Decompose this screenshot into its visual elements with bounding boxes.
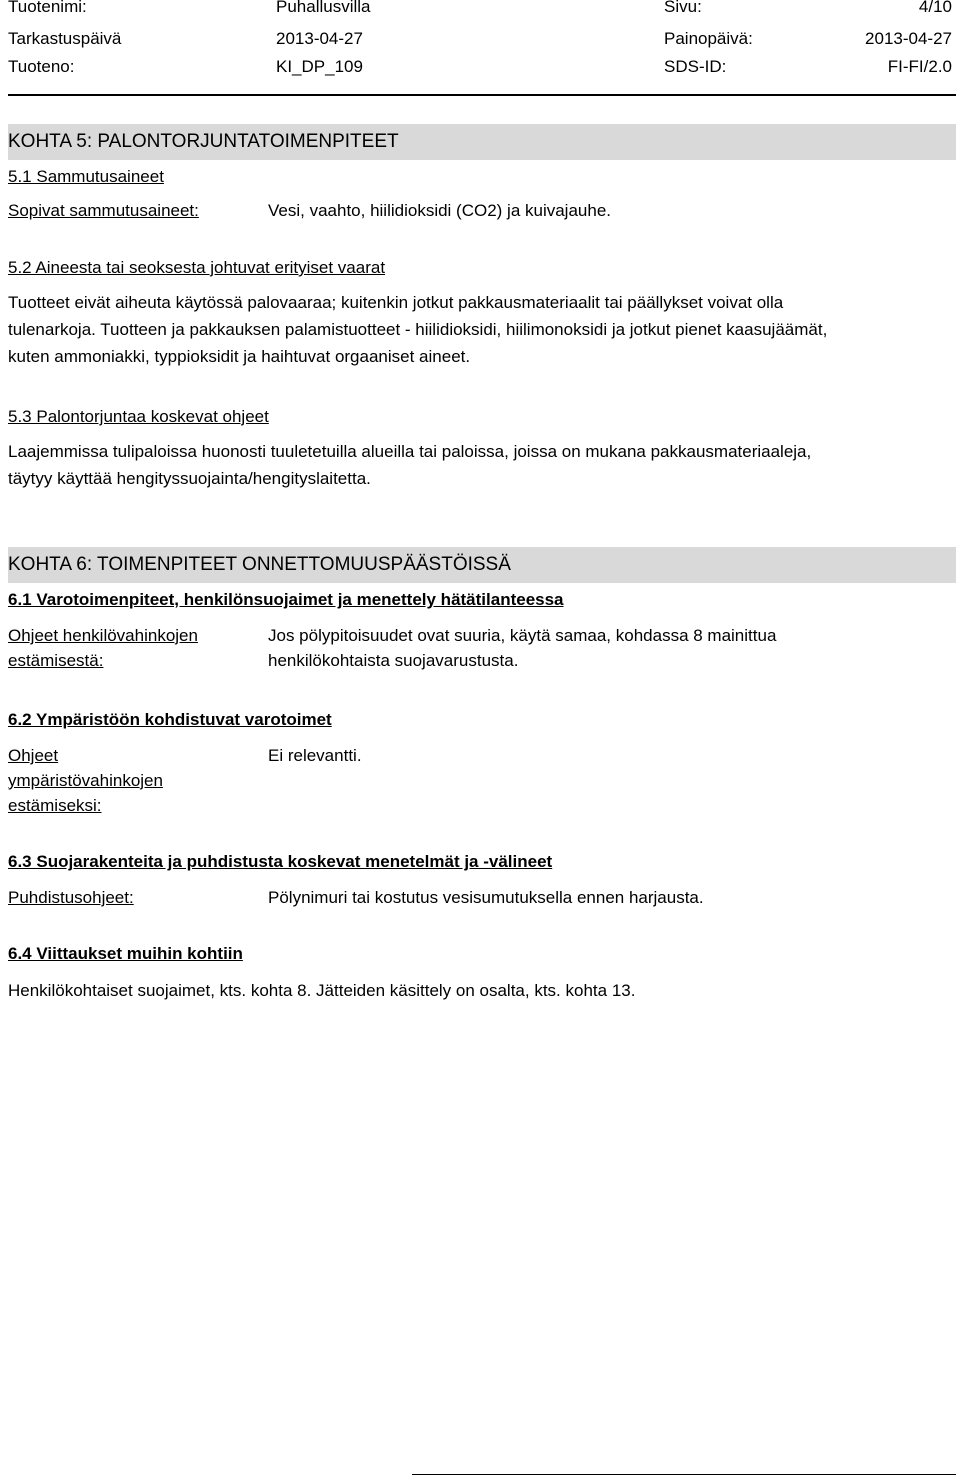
special-hazards-line-2: tulenarkoja. Tuotteen ja pakkauksen palamistuotteet - hiilidioksidi, hiilimonoksidi ja jotkut pienet kaasujäämät,: [8, 320, 828, 339]
cleanup-instructions-row: [8, 885, 956, 910]
personal-precautions-value-line-1: Jos pölypitoisuudet ovat suuria, käytä samaa, kohdassa 8 mainittua: [268, 626, 777, 645]
personal-precautions-row: [8, 623, 956, 673]
subsection-5-3-title: 5.3 Palontorjuntaa koskevat ohjeet: [8, 407, 269, 426]
product-name-label: Tuotenimi:: [8, 0, 87, 16]
sds-id-value: FI-FI/2.0: [887, 57, 952, 76]
environmental-precautions-row: [8, 743, 956, 818]
special-hazards-line-3: kuten ammoniakki, typpioksidit ja haihtuvat orgaaniset aineet.: [8, 347, 471, 366]
product-name-value: Puhallusvilla: [276, 0, 371, 16]
subsection-6-2-title: 6.2 Ympäristöön kohdistuvat varotoimet: [8, 710, 332, 729]
special-hazards-line-1: Tuotteet eivät aiheuta käytössä palovaaraa; kuitenkin jotkut pakkausmateriaalit tai päällykset voivat olla: [8, 293, 784, 312]
page-value: 4/10: [918, 0, 952, 16]
product-number-label: Tuoteno:: [8, 57, 75, 76]
cleanup-instructions-label: Puhdistusohjeet:: [8, 888, 134, 907]
references-text: Henkilökohtaiset suojaimet, kts. kohta 8. Jätteiden käsittely on osalta, kts. kohta 13.: [8, 981, 636, 1000]
environmental-precautions-label-line-1: Ohjeet: [8, 746, 59, 765]
header-divider: [8, 94, 956, 96]
special-hazards-text: [8, 289, 956, 370]
header-row-product-name: [8, 0, 952, 26]
firefighting-advice-text: [8, 438, 956, 492]
personal-precautions-value-line-2: henkilökohtaista suojavarustusta.: [268, 651, 519, 670]
subsection-6-1-title: 6.1 Varotoimenpiteet, henkilönsuojaimet ja menettely hätätilanteessa: [8, 590, 564, 609]
extinguishing-media-label: Sopivat sammutusaineet:: [8, 201, 199, 220]
header-row-dates: [8, 29, 952, 58]
firefighting-advice-line-1: Laajemmissa tulipaloissa huonosti tuuletetuilla alueilla tai paloissa, joissa on mukana pakkausmateriaaleja,: [8, 442, 812, 461]
subsection-6-3-title: 6.3 Suojarakenteita ja puhdistusta koskevat menetelmät ja -välineet: [8, 852, 553, 871]
subsection-5-2-title: 5.2 Aineesta tai seoksesta johtuvat erityiset vaarat: [8, 258, 386, 277]
section-5-title: KOHTA 5: PALONTORJUNTATOIMENPITEET: [8, 124, 956, 160]
product-number-value: KI_DP_109: [276, 57, 363, 76]
header-row-ids: [8, 57, 952, 86]
personal-precautions-label-line-1: Ohjeet henkilövahinkojen: [8, 626, 198, 645]
document-header: [8, 0, 952, 86]
print-date-label: Painopäivä:: [664, 29, 753, 48]
document-body: [8, 124, 956, 1004]
personal-precautions-value: [268, 623, 956, 673]
firefighting-advice-line-2: täytyy käyttää hengityssuojainta/hengityslaitetta.: [8, 469, 371, 488]
personal-precautions-label: [8, 623, 268, 673]
print-date-value: 2013-04-27: [865, 29, 952, 48]
revision-date-label: Tarkastuspäivä: [8, 29, 122, 48]
extinguishing-media-value: Vesi, vaahto, hiilidioksidi (CO2) ja kuivajauhe.: [268, 201, 612, 220]
cleanup-instructions-value: Pölynimuri tai kostutus vesisumutuksella ennen harjausta.: [268, 888, 704, 907]
environmental-precautions-label-line-3: estämiseksi:: [8, 796, 102, 815]
environmental-precautions-label: [8, 743, 268, 818]
subsection-5-1-title: 5.1 Sammutusaineet: [8, 167, 164, 186]
personal-precautions-label-line-2: estämisestä:: [8, 651, 104, 670]
sds-id-label: SDS-ID:: [664, 57, 727, 76]
section-6-title: KOHTA 6: TOIMENPITEET ONNETTOMUUSPÄÄSTÖISSÄ: [8, 547, 956, 583]
environmental-precautions-value: Ei relevantti.: [268, 746, 362, 765]
revision-date-value: 2013-04-27: [276, 29, 363, 48]
footer-divider: [412, 1474, 956, 1475]
subsection-6-4-title: 6.4 Viittaukset muihin kohtiin: [8, 944, 243, 963]
environmental-precautions-label-line-2: ympäristövahinkojen: [8, 771, 163, 790]
page-label: Sivu:: [664, 0, 702, 16]
extinguishing-media-row: [8, 198, 956, 223]
